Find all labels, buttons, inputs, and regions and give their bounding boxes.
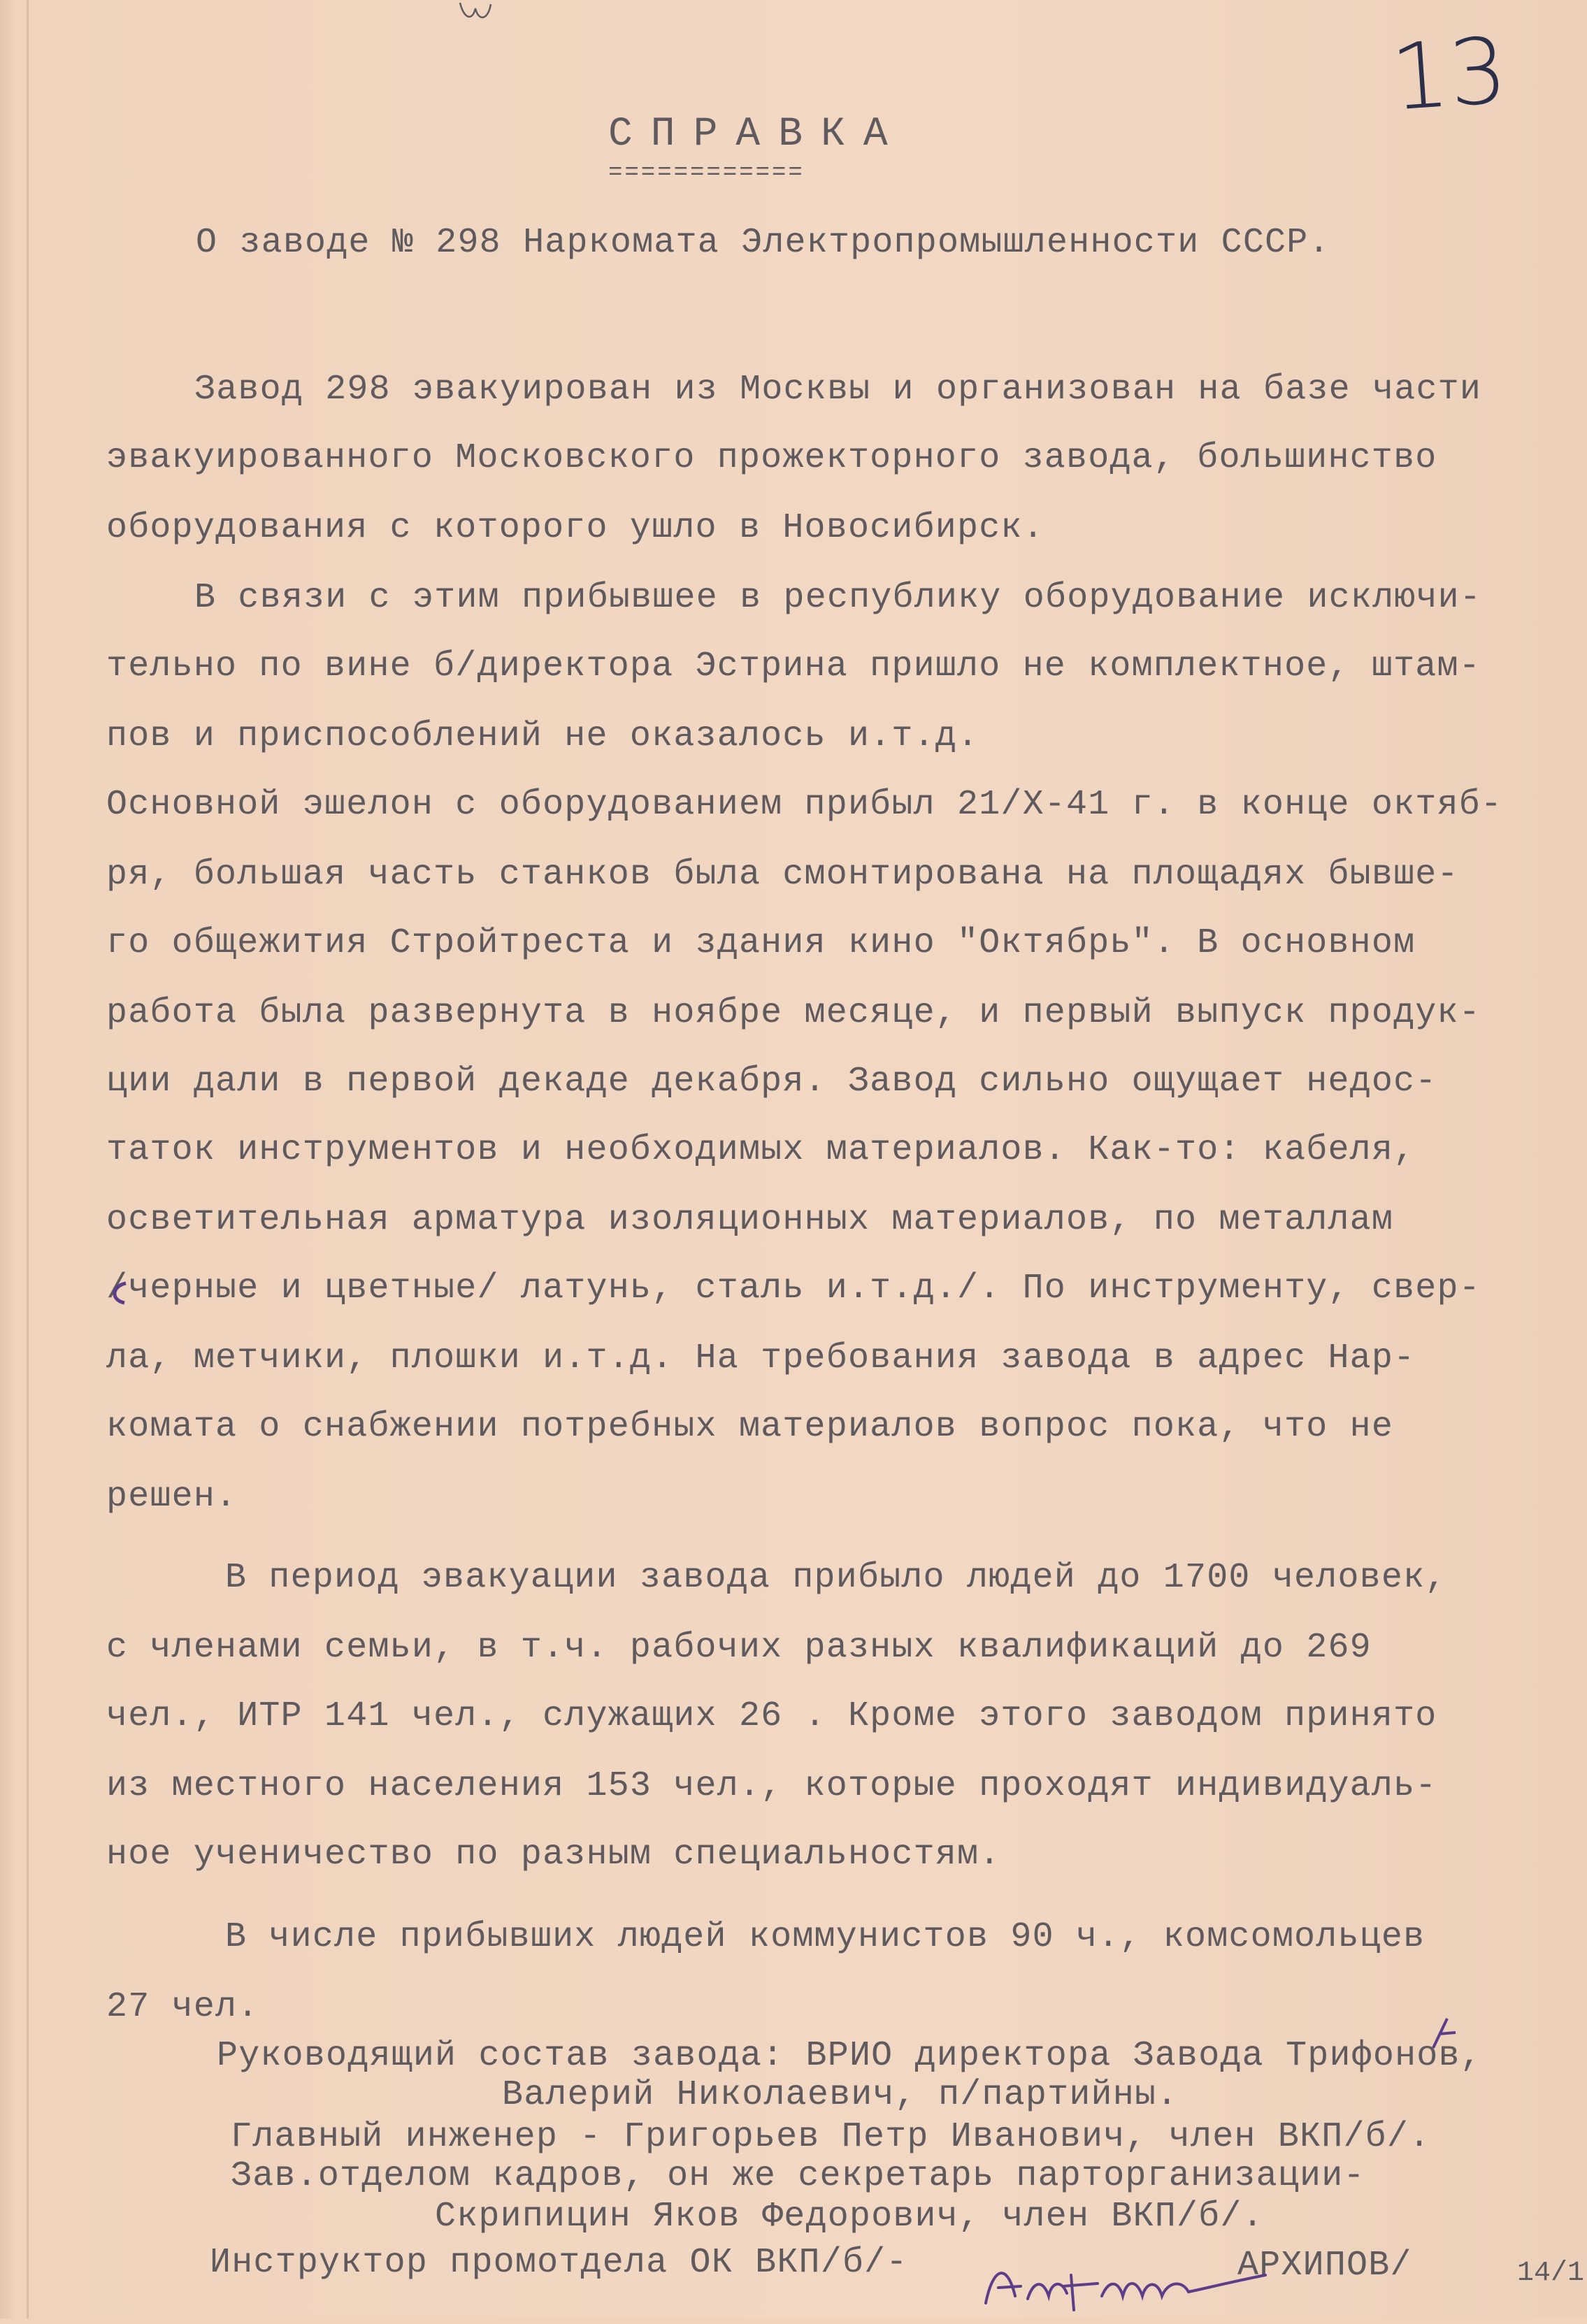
body-line: работа была развернута в ноябре месяце, и первый выпуск продук- — [106, 993, 1481, 1033]
body-line: чел., ИТР 141 чел., служащих 26 . Кроме этого заводом принято — [106, 1696, 1437, 1736]
staff-line: Руководящий состав завода: ВРИО директора Завода Трифонов, — [217, 2036, 1482, 2076]
corner-pencil-mark — [454, 0, 496, 28]
body-line: ла, метчики, плошки и.т.д. На требования завода в адрес Нар- — [106, 1338, 1416, 1378]
staff-line: Скрипицин Яков Федорович, член ВКП/б/. — [435, 2197, 1264, 2237]
body-line: Основной эшелон с оборудованием прибыл 21/X-41 г. в конце октяб- — [106, 785, 1503, 825]
body-line: тельно по вине б/директора Эстрина пришло не комплектное, штам- — [106, 647, 1481, 686]
page-number: 13 — [1387, 17, 1511, 131]
ink-margin-mark — [105, 1279, 133, 1307]
binding-edge — [27, 0, 29, 2318]
staff-line: Валерий Николаевич, п/партийны. — [502, 2075, 1179, 2115]
title-underline: ============ — [608, 160, 805, 187]
body-line: оборудования с которого ушло в Новосибирск. — [106, 508, 1044, 548]
body-line: из местного населения 153 чел., которые проходят индивидуаль- — [106, 1766, 1437, 1806]
body-line: комата о снабжении потребных материалов вопрос пока, что не — [106, 1407, 1394, 1447]
body-line: го общежития Стройтреста и здания кино "Октябрь". В основном — [106, 923, 1416, 963]
body-line: В период эвакуации завода прибыло людей до 1700 человек, — [225, 1558, 1447, 1598]
body-line: ря, большая часть станков была смонтирована на площадях бывше- — [106, 855, 1459, 895]
body-line: решен. — [106, 1477, 238, 1517]
staff-line: Зав.отделом кадров, он же секретарь парторганизации- — [231, 2156, 1365, 2196]
body-line: таток инструментов и необходимых материалов. Как-то: кабеля, — [106, 1130, 1416, 1170]
footer-instructor: Инструктор промотдела ОК ВКП/б/- — [210, 2243, 908, 2283]
document-title: СПРАВКА — [608, 112, 906, 157]
body-line: 27 чел. — [106, 1987, 259, 2027]
staff-line: Главный инженер - Григорьев Петр Иванович, член ВКП/б/. — [231, 2117, 1431, 2157]
body-line: ции дали в первой декаде декабря. Завод сильно ощущает недос- — [106, 1062, 1437, 1102]
body-line: В числе прибывших людей коммунистов 90 ч., комсомольцев — [225, 1917, 1426, 1957]
ink-correction-mark — [1426, 2013, 1468, 2055]
handwritten-signature — [979, 2247, 1272, 2324]
body-line: В связи с этим прибывшее в республику оборудование исключи- — [194, 578, 1482, 618]
body-line: ное ученичество по разным специальностям. — [106, 1835, 1001, 1875]
body-line: /черные и цветные/ латунь, сталь и.т.д./. По инструменту, свер- — [106, 1269, 1481, 1308]
document-subtitle: О заводе № 298 Наркомата Электропромышленности СССР. — [196, 223, 1330, 263]
body-line: осветительная арматура изоляционных материалов, по металлам — [106, 1200, 1394, 1240]
edge-note: 14/1 — [1517, 2258, 1585, 2289]
body-line: пов и приспособлений не оказалось и.т.д. — [106, 716, 979, 756]
body-line: Завод 298 эвакуирован из Москвы и организован на базе части — [194, 370, 1482, 410]
body-line: с членами семьи, в т.ч. рабочих разных квалификаций до 269 — [106, 1628, 1372, 1668]
footer-surname: АРХИПОВ/ — [1237, 2246, 1412, 2286]
body-line: эвакуированного Московского прожекторного завода, большинство — [106, 438, 1437, 478]
